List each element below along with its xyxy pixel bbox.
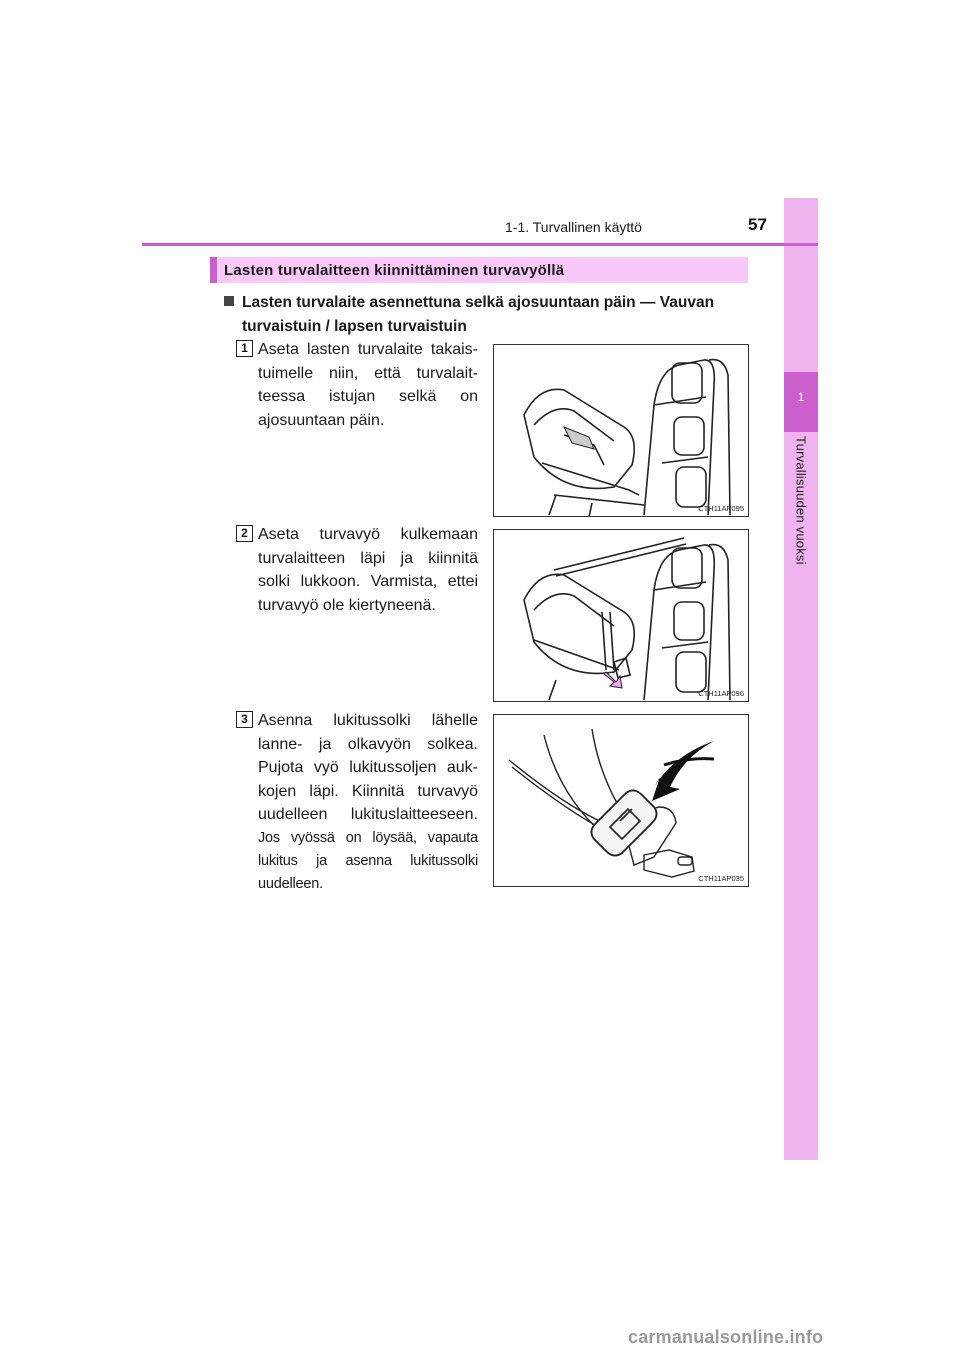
- subheading-line1: Lasten turvalaite asennettuna selkä ajosuuntaan päin — Vauvan: [242, 294, 715, 311]
- step-note-line: Jos vyössä on löysää, vapauta: [258, 829, 478, 846]
- header-rule: [142, 243, 818, 246]
- step-note-line: lukitus ja asenna lukitussolki: [258, 852, 478, 869]
- step-line: tuimelle niin, että turvalait-: [258, 364, 478, 382]
- banner-title: Lasten turvalaitteen kiinnittäminen turvavyöllä: [224, 262, 565, 279]
- subheading: [224, 291, 749, 339]
- step-line: turvalaitteen läpi ja kiinnitä: [258, 549, 478, 567]
- step-text-3: [258, 709, 478, 896]
- bullet-square-icon: [224, 296, 234, 306]
- section-title: 1-1. Turvallinen käyttö: [505, 219, 642, 235]
- step-line: uudelleen lukituslaitteeseen.: [258, 806, 478, 823]
- figure-seat-belt-routing: [493, 529, 749, 702]
- step-line: lanne- ja olkavyön solkea.: [258, 735, 478, 753]
- step-line: ajosuuntaan päin.: [258, 411, 385, 429]
- seat-illustration-2: [494, 530, 749, 702]
- step-line: turvavyö ole kiertyneenä.: [258, 596, 436, 614]
- banner-accent: [210, 257, 217, 283]
- step-line: Asenna lukitussolki lähelle: [258, 712, 478, 729]
- step-line: Aseta turvavyö kulkemaan: [258, 526, 478, 543]
- step-note-line: uudelleen.: [258, 875, 323, 892]
- step-line: kojen läpi. Kiinnitä turvavyö: [258, 782, 478, 800]
- figure-locking-clip: [493, 714, 749, 887]
- seat-illustration-1: [494, 345, 749, 517]
- step-text-2: [258, 523, 478, 617]
- figure-child-seat-placement: [493, 344, 749, 517]
- step-line: teessa istujan selkä on: [258, 388, 478, 405]
- locking-clip-illustration: [494, 715, 749, 887]
- figure-code: CTH11AP096: [698, 689, 744, 698]
- step-line: Pujota vyö lukitussoljen auk-: [258, 759, 478, 776]
- step-number-2: 2: [236, 525, 253, 542]
- figure-code: CTH11AP095: [698, 504, 744, 513]
- step-line: solki lukkoon. Varmista, ettei: [258, 573, 478, 590]
- subheading-line2: turvaistuin / lapsen turvaistuin: [242, 318, 467, 335]
- chapter-title: Turvallisuuden vuoksi: [793, 436, 809, 565]
- step-number-3: 3: [236, 711, 253, 728]
- chapter-sidebar: [784, 198, 818, 1160]
- step-text-1: [258, 338, 478, 432]
- figure-code: CTH11AP035: [698, 874, 744, 883]
- chapter-number: 1: [797, 390, 805, 404]
- step-number-1: 1: [236, 340, 253, 357]
- page-number: 57: [748, 215, 767, 234]
- watermark: carmanualsonline.info: [628, 1327, 824, 1347]
- step-line: Aseta lasten turvalaite takais-: [258, 341, 478, 358]
